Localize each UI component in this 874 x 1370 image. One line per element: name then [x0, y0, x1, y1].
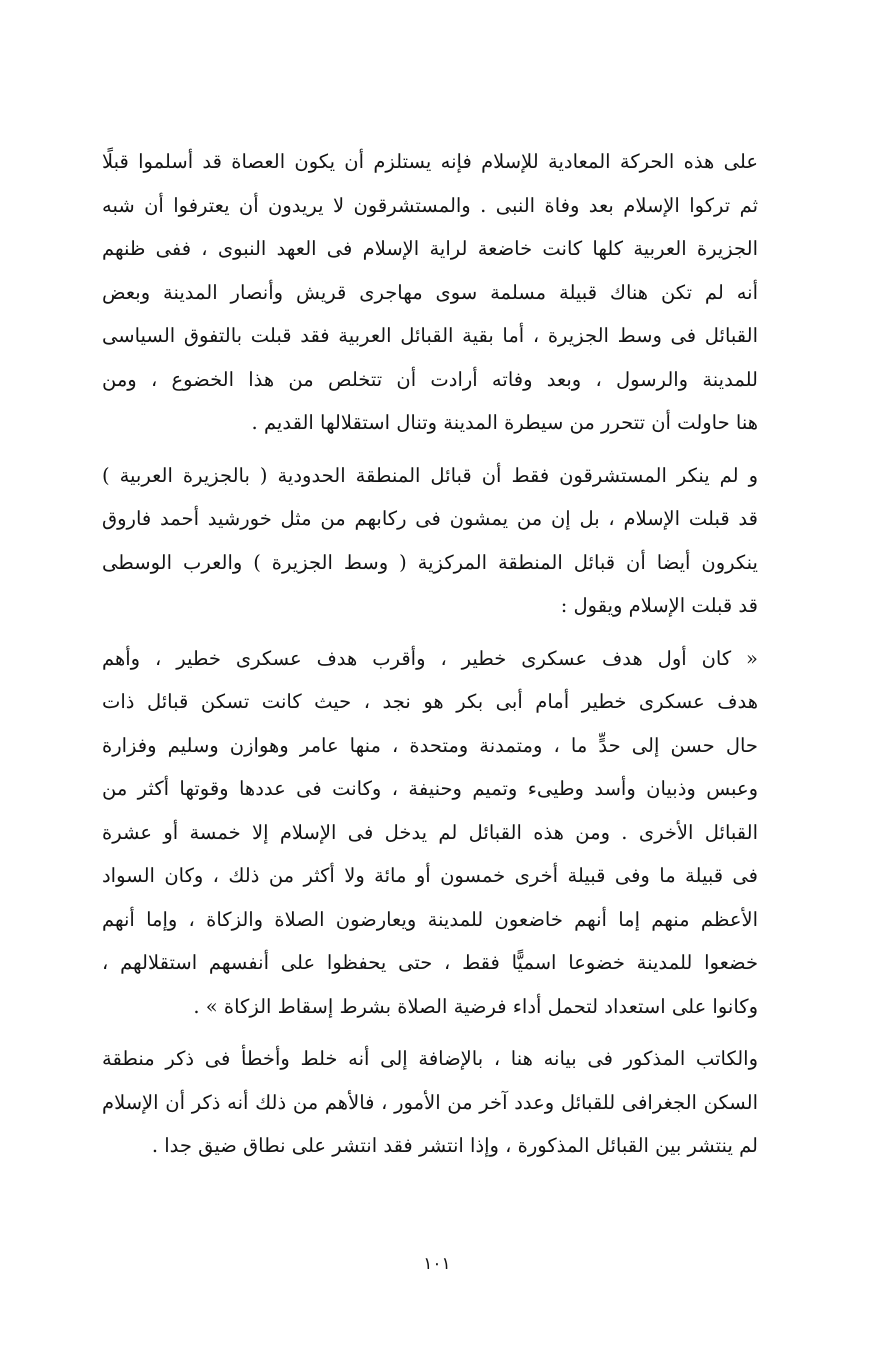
text-line: خضعوا للمدينة خضوعا اسميًّا فقط ، حتى يحفظوا على أنفسهم استقلالهم ،	[102, 951, 758, 974]
text-line: وكانوا على استعداد لتحمل أداء فرضية الصلاة بشرط إسقاط الزكاة » .	[193, 994, 758, 1018]
paragraph-1	[102, 140, 758, 445]
text-line: القبائل فى وسط الجزيرة ، أما بقية القبائل العربية فقد قبلت بالتفوق السياسى	[102, 324, 758, 347]
text-line: للمدينة والرسول ، وبعد وفاته أرادت أن تتخلص من هذا الخضوع ، ومن	[102, 367, 758, 391]
text-line: « كان أول هدف عسكرى خطير ، وأقرب هدف عسكرى خطير ، وأهم	[102, 646, 758, 670]
text-line: السكن الجغرافى للقبائل وعدد آخر من الأمور ، فالأهم من ذلك أنه ذكر أن الإسلام	[102, 1090, 758, 1114]
text-line: والكاتب المذكور فى بيانه هنا ، بالإضافة إلى أنه خلط وأخطأ فى ذكر منطقة	[102, 1047, 758, 1070]
text-line: ثم تركوا الإسلام بعد وفاة النبى . والمستشرقون لا يريدون أن يعترفوا أن شبه	[102, 193, 758, 217]
paragraph-4	[102, 1037, 758, 1168]
text-line: و لم ينكر المستشرقون فقط أن قبائل المنطقة الحدودية ( بالجزيرة العربية )	[102, 463, 758, 487]
text-line: قد قبلت الإسلام ويقول :	[560, 594, 758, 617]
text-line: قد قبلت الإسلام ، بل إن من يمشون فى ركابهم من مثل خورشيد أحمد فاروق	[102, 507, 758, 530]
text-line: على هذه الحركة المعادية للإسلام فإنه يستلزم أن يكون العصاة قد أسلموا قبلًا	[102, 150, 758, 173]
text-line: الأعظم منهم إما أنهم خاضعون للمدينة ويعارضون الصلاة والزكاة ، وإما أنهم	[102, 907, 758, 931]
body-text	[102, 140, 758, 1177]
text-line: أنه لم تكن هناك قبيلة مسلمة سوى مهاجرى قريش وأنصار المدينة وبعض	[102, 280, 758, 304]
text-line: هنا حاولت أن تتحرر من سيطرة المدينة وتنال استقلالها القديم .	[251, 411, 758, 434]
text-line: حال حسن إلى حدٍّ ما ، ومتمدنة ومتحدة ، منها عامر وهوازن وسليم وفزارة	[102, 733, 758, 757]
paragraph-2	[102, 454, 758, 628]
text-line: الجزيرة العربية كلها كانت خاضعة لراية الإسلام فى العهد النبوى ، ففى ظنهم	[102, 237, 758, 260]
text-line: القبائل الأخرى . ومن هذه القبائل لم يدخل فى الإسلام إلا خمسة أو عشرة	[102, 820, 758, 844]
text-line: هدف عسكرى خطير أمام أبى بكر هو نجد ، حيث كانت تسكن قبائل ذات	[102, 690, 758, 713]
text-line: وعبس وذبيان وأسد وطيىء وتميم وحنيفة ، وكانت فى عددها وقوتها أكثر من	[102, 777, 758, 800]
page-number: ١٠١	[423, 1254, 451, 1274]
text-line: لم ينتشر بين القبائل المذكورة ، وإذا انتشر فقد انتشر على نطاق ضيق جدا .	[151, 1134, 758, 1157]
paragraph-3-quote	[102, 637, 758, 1029]
text-line: فى قبيلة ما وفى قبيلة أخرى خمسون أو مائة ولا أكثر من ذلك ، وكان السواد	[102, 864, 758, 887]
text-line: ينكرون أيضا أن قبائل المنطقة المركزية ( وسط الجزيرة ) والعرب الوسطى	[102, 550, 758, 574]
